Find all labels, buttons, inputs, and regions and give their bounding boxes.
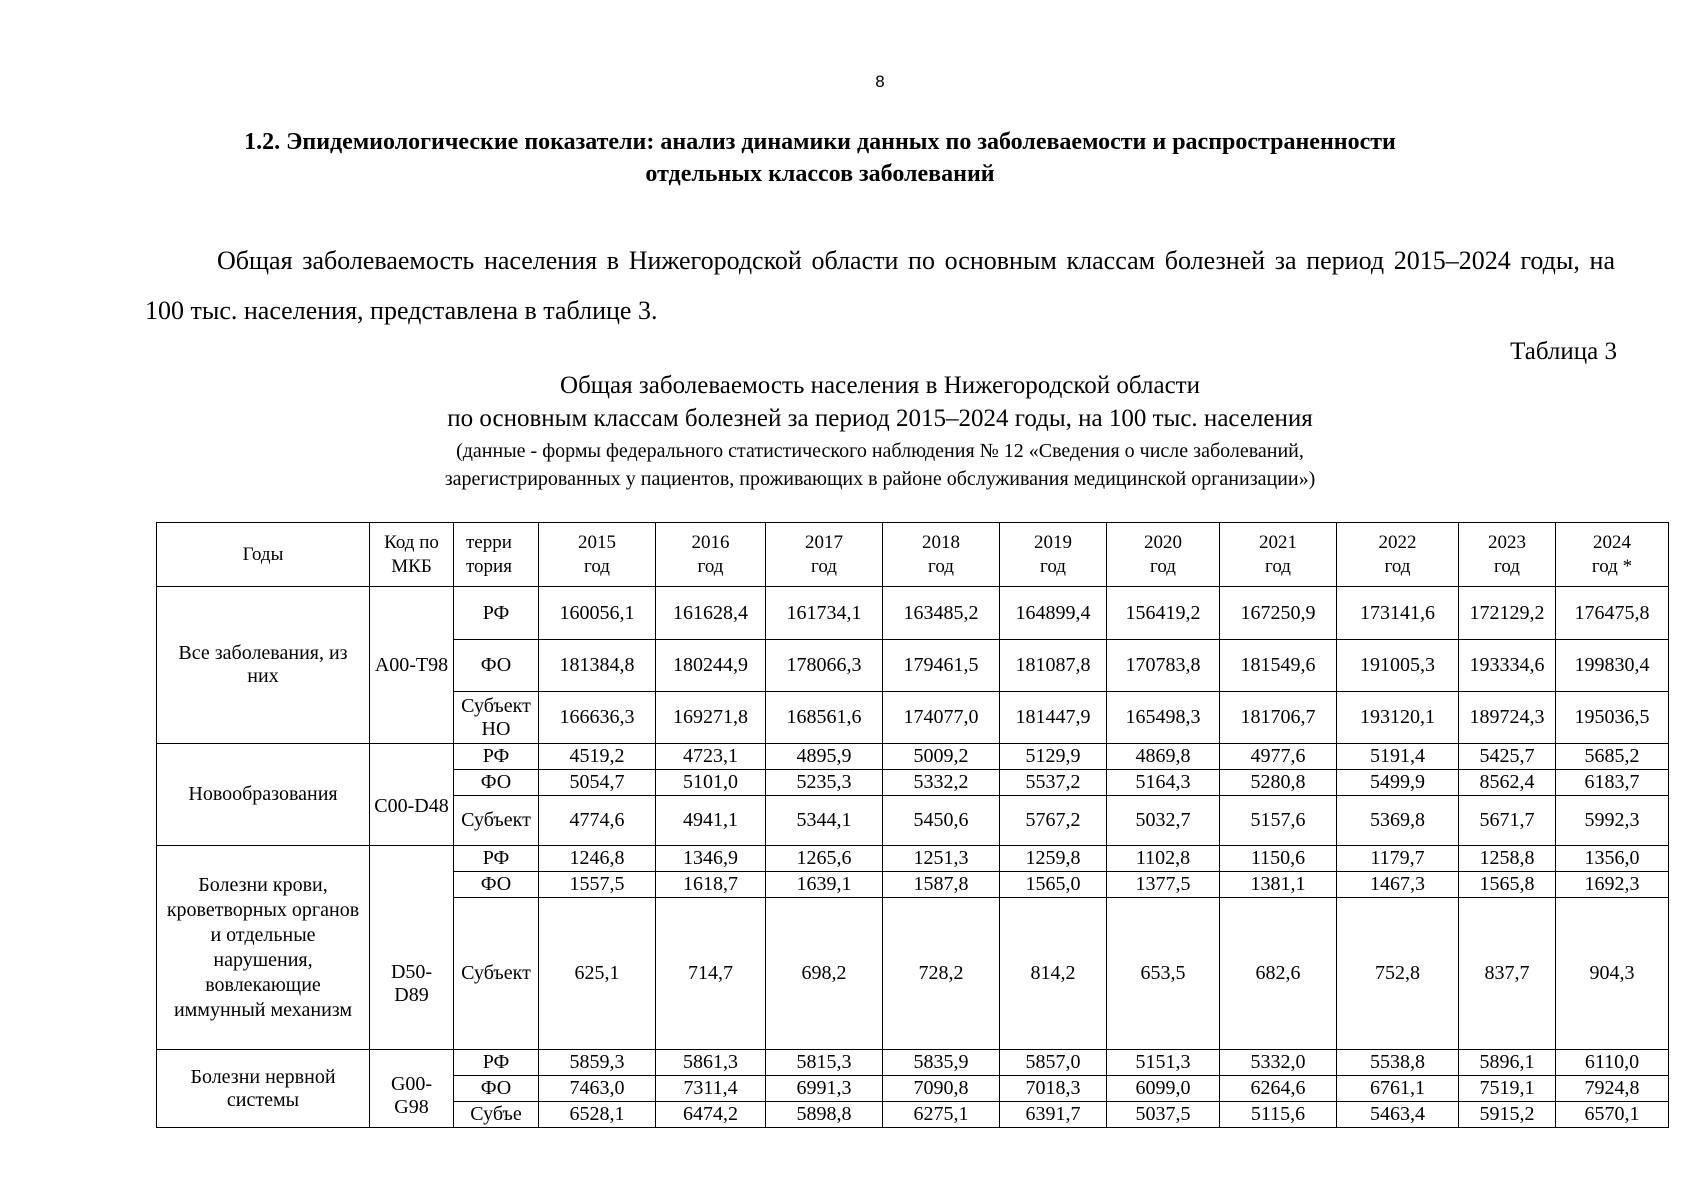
territory-cell: РФ [454,744,539,770]
header-year-value: 2021 [1259,531,1297,553]
table-source-line1: (данные - формы федерального статистического наблюдения № 12 «Сведения о числе заболеваний, [456,440,1304,462]
header-year-suffix: год [1150,555,1176,577]
value-cell: 179461,5 [883,640,1000,692]
value-cell: 6110,0 [1556,1050,1669,1076]
value-cell: 5463,4 [1337,1102,1459,1128]
value-cell: 5157,6 [1220,796,1337,846]
header-year-value: 2016 [691,531,730,553]
section-heading-line2: отдельных классов заболеваний [645,161,995,187]
table-label: Таблица 3 [1510,338,1617,365]
value-cell: 181549,6 [1220,640,1337,692]
value-cell: 5815,3 [766,1050,883,1076]
value-cell: 1587,8 [883,872,1000,898]
value-cell: 5332,2 [883,770,1000,796]
table-row [157,744,1669,770]
value-cell: 5861,3 [656,1050,766,1076]
value-cell: 5164,3 [1107,770,1220,796]
territory-cell: Субъект [454,898,539,1050]
value-cell: 5450,6 [883,796,1000,846]
value-cell: 195036,5 [1556,692,1669,744]
value-cell: 181706,7 [1220,692,1337,744]
value-cell: 193120,1 [1337,692,1459,744]
value-cell: 1102,8 [1107,846,1220,872]
value-cell: 5992,3 [1556,796,1669,846]
value-cell: 814,2 [1000,898,1107,1050]
value-cell: 1258,8 [1459,846,1556,872]
value-cell: 174077,0 [883,692,1000,744]
value-cell: 6991,3 [766,1076,883,1102]
header-icd-code [370,523,454,587]
header-year [1000,523,1107,587]
header-year-value: 2018 [922,531,960,553]
value-cell: 4869,8 [1107,744,1220,770]
value-cell: 7519,1 [1459,1076,1556,1102]
value-cell: 6391,7 [1000,1102,1107,1128]
value-cell: 5129,9 [1000,744,1107,770]
value-cell: 167250,9 [1220,587,1337,640]
value-cell: 5101,0 [656,770,766,796]
value-cell: 189724,3 [1459,692,1556,744]
value-cell: 6183,7 [1556,770,1669,796]
value-cell: 904,3 [1556,898,1669,1050]
value-cell: 1467,3 [1337,872,1459,898]
disease-class-cell: Все заболевания, из них [157,587,370,744]
value-cell: 1346,9 [656,846,766,872]
value-cell: 173141,6 [1337,587,1459,640]
value-cell: 1259,8 [1000,846,1107,872]
value-cell: 5835,9 [883,1050,1000,1076]
value-cell: 5896,1 [1459,1050,1556,1076]
table-row [157,1050,1669,1076]
header-code-line1: Код по [384,531,439,553]
header-year-suffix: год [1494,555,1520,577]
value-cell: 728,2 [883,898,1000,1050]
table-row [157,846,1669,872]
value-cell: 160056,1 [539,587,656,640]
value-cell: 837,7 [1459,898,1556,1050]
value-cell: 161734,1 [766,587,883,640]
section-heading [140,126,1500,190]
territory-cell: РФ [454,587,539,640]
value-cell: 5115,6 [1220,1102,1337,1128]
territory-cell: ФО [454,1076,539,1102]
icd-code-cell: G00-G98 [370,1050,454,1128]
value-cell: 682,6 [1220,898,1337,1050]
territory-cell: РФ [454,1050,539,1076]
header-year-value: 2022 [1378,531,1417,553]
value-cell: 6264,6 [1220,1076,1337,1102]
value-cell: 163485,2 [883,587,1000,640]
value-cell: 5898,8 [766,1102,883,1128]
value-cell: 5369,8 [1337,796,1459,846]
value-cell: 625,1 [539,898,656,1050]
territory-cell: Субъект [454,796,539,846]
value-cell: 5332,0 [1220,1050,1337,1076]
value-cell: 5859,3 [539,1050,656,1076]
value-cell: 5915,2 [1459,1102,1556,1128]
table-row [157,587,1669,640]
value-cell: 7018,3 [1000,1076,1107,1102]
value-cell: 5235,3 [766,770,883,796]
header-year [656,523,766,587]
header-code-line2: МКБ [391,555,432,577]
value-cell: 5344,1 [766,796,883,846]
value-cell: 191005,3 [1337,640,1459,692]
value-cell: 714,7 [656,898,766,1050]
header-years: Годы [157,523,370,587]
disease-class-cell: Новообразования [157,744,370,846]
value-cell: 1251,3 [883,846,1000,872]
value-cell: 1246,8 [539,846,656,872]
territory-cell: ФО [454,640,539,692]
header-year-value: 2023 [1488,531,1526,553]
value-cell: 6761,1 [1337,1076,1459,1102]
territory-cell: Субъе [454,1102,539,1128]
value-cell: 199830,4 [1556,640,1669,692]
value-cell: 4941,1 [656,796,766,846]
value-cell: 6099,0 [1107,1076,1220,1102]
disease-class-cell: Болезни крови, кроветворных органов и отдельные нарушения, вовлекающие иммунный механизм [157,846,370,1050]
header-year-suffix: год [584,555,610,577]
value-cell: 193334,6 [1459,640,1556,692]
value-cell: 5767,2 [1000,796,1107,846]
value-cell: 169271,8 [656,692,766,744]
value-cell: 698,2 [766,898,883,1050]
header-territory-line1: терри [466,531,512,553]
value-cell: 1381,1 [1220,872,1337,898]
value-cell: 7924,8 [1556,1076,1669,1102]
value-cell: 1557,5 [539,872,656,898]
value-cell: 178066,3 [766,640,883,692]
value-cell: 7463,0 [539,1076,656,1102]
value-cell: 7311,4 [656,1076,766,1102]
value-cell: 176475,8 [1556,587,1669,640]
value-cell: 5037,5 [1107,1102,1220,1128]
page-number: 8 [875,72,885,91]
value-cell: 4723,1 [656,744,766,770]
value-cell: 5009,2 [883,744,1000,770]
value-cell: 1377,5 [1107,872,1220,898]
value-cell: 172129,2 [1459,587,1556,640]
value-cell: 5280,8 [1220,770,1337,796]
value-cell: 1179,7 [1337,846,1459,872]
value-cell: 1356,0 [1556,846,1669,872]
value-cell: 168561,6 [766,692,883,744]
header-year-suffix: год [928,555,954,577]
header-year [1337,523,1459,587]
value-cell: 181087,8 [1000,640,1107,692]
table-source-line2: зарегистрированных у пациентов, проживающих в районе обслуживания медицинской организации») [444,468,1316,490]
header-year-value: 2017 [805,531,843,553]
value-cell: 5499,9 [1337,770,1459,796]
header-territory-line2: тория [466,555,512,577]
header-year [1220,523,1337,587]
value-cell: 5857,0 [1000,1050,1107,1076]
value-cell: 653,5 [1107,898,1220,1050]
territory-cell: РФ [454,846,539,872]
disease-class-cell: Болезни нервной системы [157,1050,370,1128]
value-cell: 161628,4 [656,587,766,640]
value-cell: 8562,4 [1459,770,1556,796]
value-cell: 170783,8 [1107,640,1220,692]
value-cell: 1565,0 [1000,872,1107,898]
value-cell: 166636,3 [539,692,656,744]
value-cell: 7090,8 [883,1076,1000,1102]
value-cell: 4519,2 [539,744,656,770]
header-year [1556,523,1669,587]
value-cell: 5032,7 [1107,796,1220,846]
header-year-suffix: год [1265,555,1291,577]
value-cell: 5425,7 [1459,744,1556,770]
value-cell: 1692,3 [1556,872,1669,898]
value-cell: 181384,8 [539,640,656,692]
value-cell: 4977,6 [1220,744,1337,770]
value-cell: 156419,2 [1107,587,1220,640]
value-cell: 5191,4 [1337,744,1459,770]
header-year-value: 2024 [1593,531,1631,553]
icd-code-cell: C00-D48 [370,744,454,846]
value-cell: 4895,9 [766,744,883,770]
table-caption-line1: Общая заболеваемость населения в Нижегородской области [560,372,1200,399]
value-cell: 1618,7 [656,872,766,898]
header-year [1107,523,1220,587]
value-cell: 5537,2 [1000,770,1107,796]
value-cell: 180244,9 [656,640,766,692]
value-cell: 6474,2 [656,1102,766,1128]
icd-code-cell: D50-D89 [370,846,454,1050]
value-cell: 5685,2 [1556,744,1669,770]
value-cell: 6570,1 [1556,1102,1669,1128]
intro-paragraph: Общая заболеваемость населения в Нижегородской области по основным классам болезней за период 2015–2024 годы, на 100 тыс. населения, представлена в таблице 3. [145,246,1615,325]
value-cell: 752,8 [1337,898,1459,1050]
territory-cell: Субъект НО [454,692,539,744]
value-cell: 5151,3 [1107,1050,1220,1076]
value-cell: 5538,8 [1337,1050,1459,1076]
value-cell: 6275,1 [883,1102,1000,1128]
territory-cell: ФО [454,872,539,898]
header-year [539,523,656,587]
header-year-suffix: год [1384,555,1411,577]
header-year-suffix: год [697,555,724,577]
territory-cell: ФО [454,770,539,796]
section-heading-line1: 1.2. Эпидемиологические показатели: анализ динамики данных по заболеваемости и распространенности [244,129,1396,155]
value-cell: 1639,1 [766,872,883,898]
value-cell: 4774,6 [539,796,656,846]
value-cell: 165498,3 [1107,692,1220,744]
table-caption-line2: по основным классам болезней за период 2015–2024 годы, на 100 тыс. населения [447,405,1313,432]
header-territory [454,523,539,587]
value-cell: 1150,6 [1220,846,1337,872]
header-year-suffix: год [1040,555,1066,577]
value-cell: 5054,7 [539,770,656,796]
header-year-value: 2019 [1034,531,1072,553]
header-year-suffix: год [811,555,837,577]
header-year [883,523,1000,587]
header-year [1459,523,1556,587]
header-year-suffix: год * [1591,555,1633,577]
value-cell: 5671,7 [1459,796,1556,846]
value-cell: 6528,1 [539,1102,656,1128]
value-cell: 1265,6 [766,846,883,872]
header-year-value: 2020 [1144,531,1182,553]
value-cell: 181447,9 [1000,692,1107,744]
icd-code-cell: A00-T98 [370,587,454,744]
header-year [766,523,883,587]
value-cell: 1565,8 [1459,872,1556,898]
value-cell: 164899,4 [1000,587,1107,640]
header-year-value: 2015 [578,531,616,553]
morbidity-table [156,522,1669,1128]
table-header-row [157,523,1669,587]
